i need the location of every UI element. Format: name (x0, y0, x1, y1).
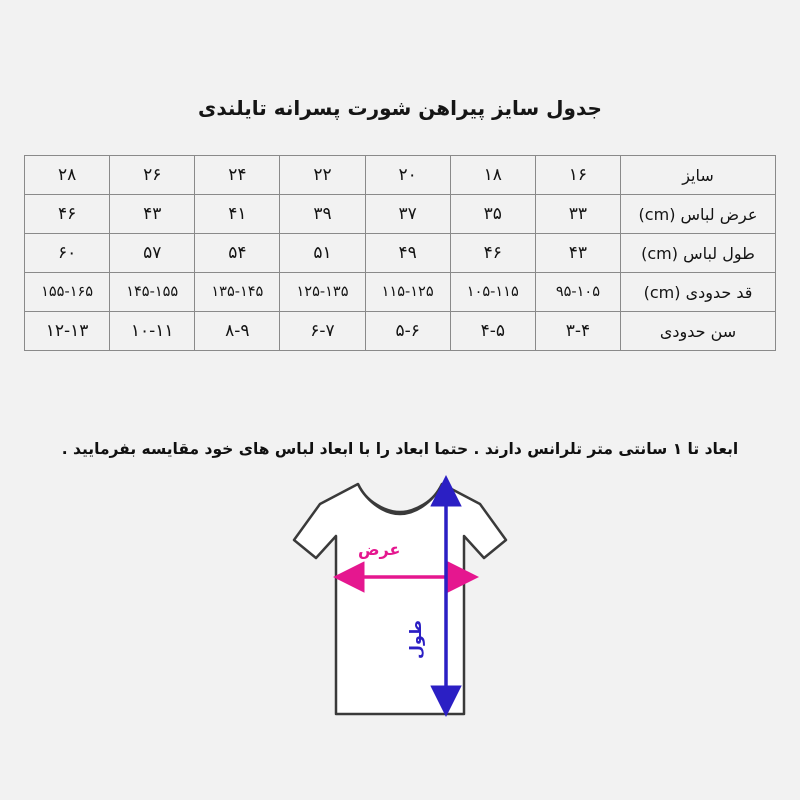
table-row (25, 312, 776, 351)
table-cell: ۱۲-۱۳ (25, 312, 110, 351)
table-row (25, 195, 776, 234)
table-cell: ۸-۹ (195, 312, 280, 351)
table-cell: ۱۸ (450, 156, 535, 195)
table-cell: ۲۸ (25, 156, 110, 195)
row-header: سایز (621, 156, 776, 195)
table-cell: ۳۹ (280, 195, 365, 234)
table-cell: ۳-۴ (535, 312, 620, 351)
row-header: قد حدودی (cm) (621, 273, 776, 312)
table-cell: ۶۰ (25, 234, 110, 273)
table-cell: ۴۶ (25, 195, 110, 234)
table-cell: ۹۵-۱۰۵ (535, 273, 620, 312)
table-cell: ۳۳ (535, 195, 620, 234)
table-cell: ۵۱ (280, 234, 365, 273)
table-cell: ۲۶ (110, 156, 195, 195)
page-title: جدول سایز پیراهن شورت پسرانه تایلندی (198, 96, 602, 120)
table-cell: ۲۴ (195, 156, 280, 195)
table-cell: ۱۰۵-۱۱۵ (450, 273, 535, 312)
table-cell: ۲۰ (365, 156, 450, 195)
table-cell: ۱۳۵-۱۴۵ (195, 273, 280, 312)
table-row (25, 156, 776, 195)
table-cell: ۱۲۵-۱۳۵ (280, 273, 365, 312)
shirt-outline (294, 484, 506, 714)
table-cell: ۵۴ (195, 234, 280, 273)
size-table-container (24, 155, 776, 351)
table-row (25, 234, 776, 273)
table-cell: ۱۴۵-۱۵۵ (110, 273, 195, 312)
table-cell: ۴۱ (195, 195, 280, 234)
table-cell: ۱۵۵-۱۶۵ (25, 273, 110, 312)
table-cell: ۳۵ (450, 195, 535, 234)
table-cell: ۱۱۵-۱۲۵ (365, 273, 450, 312)
row-header: عرض لباس (cm) (621, 195, 776, 234)
table-cell: ۱۶ (535, 156, 620, 195)
tolerance-note: ابعاد تا ۱ سانتی متر تلرانس دارند . حتما ابعاد را با ابعاد لباس های خود مقایسه بفرمایید . (61, 440, 739, 458)
length-label: طول (405, 620, 425, 659)
width-label: عرض (358, 540, 401, 559)
table-cell: ۴۳ (535, 234, 620, 273)
table-cell: ۴۶ (450, 234, 535, 273)
row-header: سن حدودی (621, 312, 776, 351)
row-header: طول لباس (cm) (621, 234, 776, 273)
table-cell: ۵-۶ (365, 312, 450, 351)
tshirt-diagram-svg (250, 462, 550, 752)
table-cell: ۱۰-۱۱ (110, 312, 195, 351)
table-cell: ۴۳ (110, 195, 195, 234)
size-table (24, 155, 776, 351)
table-cell: ۲۲ (280, 156, 365, 195)
table-cell: ۳۷ (365, 195, 450, 234)
measurement-diagram (250, 462, 550, 752)
table-cell: ۴-۵ (450, 312, 535, 351)
table-cell: ۶-۷ (280, 312, 365, 351)
table-row (25, 273, 776, 312)
table-cell: ۵۷ (110, 234, 195, 273)
table-cell: ۴۹ (365, 234, 450, 273)
